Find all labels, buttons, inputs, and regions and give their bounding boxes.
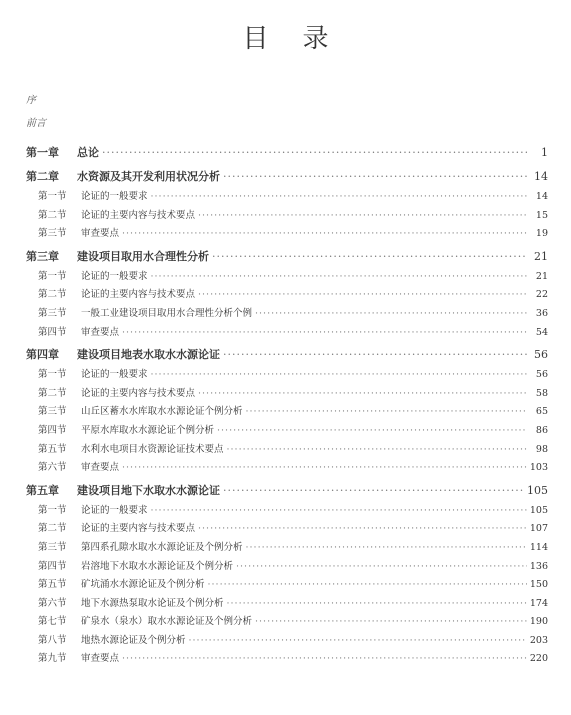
- toc-chapter-row: [26, 142, 548, 164]
- toc-section-row: [26, 558, 548, 577]
- toc-entry-page: 174: [529, 597, 548, 609]
- toc-entry-number: 第四节: [38, 424, 67, 436]
- toc-entry-title: 岩溶地下水取水水源论证及个例分析: [81, 560, 234, 572]
- toc-entry-title: 审查要点: [81, 462, 120, 474]
- toc-entry-title: 矿坑涌水水源论证及个例分析: [81, 579, 205, 591]
- toc-entry-number: 第四节: [38, 560, 67, 572]
- toc-entry-number: 第一节: [38, 369, 67, 381]
- dot-leader: [122, 650, 527, 669]
- dot-leader: [151, 502, 527, 521]
- toc-entry-page: 15: [535, 209, 548, 221]
- toc-entry-page: 54: [535, 326, 548, 338]
- toc-entry-title: 建设项目地下水取水水源论证: [77, 483, 220, 497]
- toc-entry-number: 第一章: [26, 146, 59, 159]
- toc-entry-title: 一般工业建设项目取用水合理性分析个例: [81, 307, 253, 319]
- toc-entry-page: 56: [535, 369, 548, 381]
- dot-leader: [236, 558, 527, 577]
- toc-entry-number: 第三节: [38, 228, 67, 240]
- toc-entry-page: 21: [535, 270, 548, 282]
- toc-entry-title: 水利水电项目水资源论证技术要点: [81, 443, 224, 455]
- toc-entry-number: 第九节: [38, 653, 67, 665]
- toc-entry-title: 审查要点: [81, 326, 120, 338]
- toc-entry-number: 第二节: [38, 523, 67, 535]
- toc-entry-number: 第二章: [26, 170, 59, 183]
- toc-entry-title: 论证的一般要求: [81, 191, 148, 202]
- toc-entry-title: 论证的主要内容与技术要点: [81, 387, 196, 399]
- toc-entry-number: 第七节: [38, 616, 67, 628]
- toc-entry-title: 论证的一般要求: [81, 369, 148, 381]
- page-title: 目录: [242, 24, 363, 54]
- table-of-contents: [26, 140, 548, 669]
- toc-entry-page: 1: [541, 146, 548, 159]
- toc-entry-number: 第五节: [38, 443, 67, 455]
- toc-chapter-row: [26, 166, 548, 188]
- toc-section-row: [26, 459, 548, 478]
- toc-entry-title: 论证的一般要求: [81, 504, 148, 516]
- toc-section-row: [26, 595, 548, 614]
- toc-entry-title: 矿泉水（泉水）取水水源论证及个例分析: [81, 616, 253, 628]
- toc-entry-number: 第二节: [38, 387, 67, 399]
- toc-entry-title: 地下水源热泵取水论证及个例分析: [81, 597, 224, 609]
- toc-section-row: [26, 385, 548, 404]
- toc-entry-number: 第六节: [38, 462, 67, 474]
- dot-leader: [217, 422, 527, 441]
- dot-leader: [227, 595, 527, 614]
- toc-entry-page: 203: [529, 634, 548, 646]
- toc-section-row: [26, 613, 548, 632]
- toc-entry-page: 58: [535, 387, 548, 399]
- dot-leader: [198, 286, 527, 305]
- toc-section-row: [26, 366, 548, 385]
- dot-leader: [223, 344, 527, 366]
- toc-entry-title: 水资源及其开发利用状况分析: [77, 170, 220, 183]
- toc-entry-number: 第四章: [26, 348, 59, 362]
- toc-entry-title: 审查要点: [81, 228, 120, 240]
- toc-entry-number: 第四节: [38, 326, 67, 338]
- dot-leader: [246, 403, 527, 422]
- toc-section-row: [26, 520, 548, 539]
- toc-entry-page: 107: [529, 523, 548, 535]
- dot-leader: [223, 166, 527, 188]
- toc-entry-page: 21: [534, 249, 548, 263]
- toc-entry-page: 36: [535, 307, 548, 319]
- dot-leader: [227, 441, 527, 460]
- toc-entry-title: 地热水源论证及个例分析: [81, 634, 186, 646]
- front-matter-preface: 序: [26, 95, 36, 106]
- toc-entry-title: 论证的主要内容与技术要点: [81, 209, 196, 221]
- toc-section-row: [26, 207, 548, 226]
- toc-entry-number: 第三节: [38, 406, 67, 418]
- front-matter-foreword: 前言: [26, 118, 46, 129]
- toc-entry-page: 150: [529, 579, 548, 591]
- toc-section-row: [26, 502, 548, 521]
- toc-section-row: [26, 422, 548, 441]
- toc-entry-number: 第一节: [38, 504, 67, 516]
- toc-entry-number: 第三节: [38, 307, 67, 319]
- dot-leader: [122, 225, 527, 244]
- dot-leader: [151, 188, 527, 207]
- toc-entry-page: 14: [534, 170, 548, 183]
- toc-section-row: [26, 632, 548, 651]
- toc-entry-title: 第四系孔隙水取水水源论证及个例分析: [81, 541, 243, 553]
- dot-leader: [198, 385, 527, 404]
- dot-leader: [198, 207, 527, 226]
- toc-entry-page: 136: [529, 560, 548, 572]
- dot-leader: [122, 459, 527, 478]
- toc-entry-page: 86: [535, 424, 548, 436]
- toc-entry-number: 第二节: [38, 289, 67, 301]
- toc-entry-title: 论证的一般要求: [81, 270, 148, 282]
- toc-section-row: [26, 268, 548, 287]
- dot-leader: [102, 142, 527, 164]
- dot-leader: [198, 520, 527, 539]
- toc-entry-number: 第三章: [26, 249, 59, 263]
- toc-section-row: [26, 403, 548, 422]
- toc-entry-page: 65: [535, 406, 548, 418]
- toc-entry-number: 第二节: [38, 209, 67, 221]
- toc-entry-page: 14: [535, 191, 548, 202]
- dot-leader: [246, 539, 527, 558]
- toc-entry-title: 论证的主要内容与技术要点: [81, 289, 196, 301]
- toc-section-row: [26, 286, 548, 305]
- toc-entry-title: 山丘区蓄水水库取水水源论证个例分析: [81, 406, 243, 418]
- toc-section-row: [26, 188, 548, 207]
- toc-entry-page: 19: [535, 228, 548, 240]
- toc-entry-page: 105: [529, 504, 548, 516]
- toc-section-row: [26, 539, 548, 558]
- dot-leader: [208, 576, 527, 595]
- dot-leader: [151, 268, 527, 287]
- dot-leader: [189, 632, 527, 651]
- toc-entry-page: 114: [529, 541, 548, 553]
- toc-entry-title: 论证的主要内容与技术要点: [81, 523, 196, 535]
- dot-leader: [223, 480, 524, 502]
- toc-entry-number: 第六节: [38, 597, 67, 609]
- toc-entry-page: 22: [535, 289, 548, 301]
- toc-entry-number: 第五节: [38, 579, 67, 591]
- toc-entry-number: 第五章: [26, 483, 59, 497]
- toc-entry-page: 105: [527, 483, 548, 497]
- toc-chapter-row: [26, 246, 548, 268]
- toc-section-row: [26, 305, 548, 324]
- toc-entry-number: 第八节: [38, 634, 67, 646]
- toc-entry-number: 第一节: [38, 270, 67, 282]
- toc-entry-page: 190: [529, 616, 548, 628]
- dot-leader: [122, 324, 527, 343]
- toc-section-row: [26, 650, 548, 669]
- toc-entry-title: 建设项目地表水取水水源论证: [77, 348, 220, 362]
- dot-leader: [212, 246, 527, 268]
- toc-entry-title: 建设项目取用水合理性分析: [77, 249, 209, 263]
- toc-entry-number: 第一节: [38, 191, 67, 202]
- dot-leader: [151, 366, 527, 385]
- toc-chapter-row: [26, 480, 548, 502]
- toc-section-row: [26, 441, 548, 460]
- toc-entry-page: 98: [535, 443, 548, 455]
- toc-entry-number: 第三节: [38, 541, 67, 553]
- toc-entry-page: 56: [534, 348, 548, 362]
- toc-chapter-row: [26, 344, 548, 366]
- toc-entry-title: 平原水库取水水源论证个例分析: [81, 424, 215, 436]
- toc-entry-page: 220: [529, 653, 548, 665]
- toc-entry-page: 103: [529, 462, 548, 474]
- dot-leader: [255, 305, 527, 324]
- toc-section-row: [26, 324, 548, 343]
- toc-entry-title: 总论: [77, 146, 99, 159]
- toc-entry-title: 审查要点: [81, 653, 120, 665]
- toc-section-row: [26, 576, 548, 595]
- toc-section-row: [26, 225, 548, 244]
- dot-leader: [255, 613, 527, 632]
